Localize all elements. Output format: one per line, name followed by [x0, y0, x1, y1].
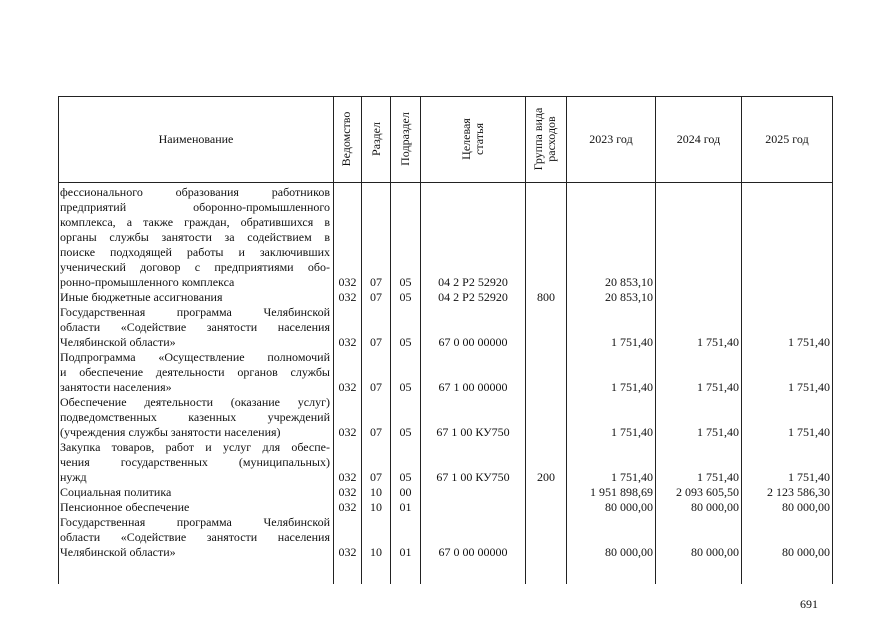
row-1-cell-vedomstvo: 032 — [338, 290, 357, 304]
header-name: Наименование — [158, 132, 234, 146]
row-7-cell-2024: 80 000,00 — [691, 500, 739, 514]
header-year-2025: 2025 год — [765, 132, 809, 146]
row-3-cell-2024: 1 751,40 — [697, 380, 739, 394]
row-8-cell-vedomstvo: 032 — [338, 545, 357, 559]
row-4-cell-podrazdel: 05 — [399, 425, 412, 439]
header-razdel: Раздел — [369, 122, 383, 156]
row-6-cell-2025: 2 123 586,30 — [767, 485, 830, 499]
row-1-cell-2023: 20 853,10 — [605, 290, 653, 304]
page-number: 691 — [800, 597, 818, 611]
header-gruppa — [532, 96, 558, 182]
row-7-cell-razdel: 10 — [370, 500, 382, 514]
row-6-cell-podrazdel: 00 — [399, 485, 412, 499]
row-0-name-line: фессионального образования работников — [60, 185, 330, 199]
header-podrazdel: Подраздел — [398, 112, 412, 166]
row-3-name-line: и обеспечение деятельности органов службы — [60, 365, 330, 379]
row-4-cell-razdel: 07 — [370, 425, 382, 439]
row-5-cell-2023: 1 751,40 — [611, 470, 653, 484]
header-year-2023: 2023 год — [589, 132, 633, 146]
row-4-cell-2024: 1 751,40 — [697, 425, 739, 439]
col-border-tsel — [525, 96, 526, 584]
row-4-name-line: (учреждения службы занятости населения) — [60, 425, 281, 439]
row-7-name-line: Пенсионное обеспечение — [60, 500, 190, 514]
row-2-name-line: Государственная программа Челябинской — [60, 305, 330, 319]
row-2-name-line: области «Содействие занятости населения — [60, 320, 330, 334]
row-3-name-line: занятости населения» — [60, 380, 172, 394]
row-4-cell-vedomstvo: 032 — [338, 425, 357, 439]
row-5-cell-2025: 1 751,40 — [788, 470, 830, 484]
row-5-name-line: нужд — [60, 470, 87, 484]
row-8-cell-tselevaya: 67 0 00 00000 — [438, 545, 508, 559]
header-bottom-border — [58, 182, 833, 183]
header-tselevaya-statya — [460, 96, 486, 182]
row-5-name-line: Закупка товаров, работ и услуг для обеспе- — [60, 440, 330, 454]
row-5-cell-razdel: 07 — [370, 470, 382, 484]
row-1-cell-razdel: 07 — [370, 290, 382, 304]
row-6-name-line: Социальная политика — [60, 485, 172, 499]
row-2-name — [60, 305, 330, 350]
row-8-cell-2023: 80 000,00 — [605, 545, 653, 559]
row-8-name-line: области «Содействие занятости населения — [60, 530, 330, 544]
row-2-cell-vedomstvo: 032 — [338, 335, 357, 349]
header-gruppa-line1: Группа вида — [531, 107, 545, 171]
header-gruppa-line2: расходов — [544, 116, 558, 162]
row-0-cell-razdel: 07 — [370, 275, 382, 289]
row-7-cell-2025: 80 000,00 — [782, 500, 830, 514]
header-tselevaya-line1: Целевая — [459, 118, 473, 160]
row-5-name-line: чения государственных (муниципальных) — [60, 455, 330, 469]
row-6-cell-vedomstvo: 032 — [338, 485, 357, 499]
row-6-cell-2023: 1 951 898,69 — [590, 485, 653, 499]
row-3-cell-podrazdel: 05 — [399, 380, 412, 394]
row-1-name-line: Иные бюджетные ассигнования — [60, 290, 223, 304]
row-0-name-line: комплекса, а также граждан, обратившихся в — [60, 215, 330, 229]
row-7-cell-vedomstvo: 032 — [338, 500, 357, 514]
row-4-name — [60, 395, 330, 440]
row-2-cell-2023: 1 751,40 — [611, 335, 653, 349]
row-4-name-line: Обеспечение деятельности (оказание услуг) — [60, 395, 330, 409]
header-vedomstvo: Ведомство — [339, 111, 353, 167]
row-0-cell-tselevaya: 04 2 Р2 52920 — [438, 275, 508, 289]
col-border-right — [832, 96, 833, 584]
header-tselevaya-line2: статья — [472, 123, 486, 155]
row-6-cell-razdel: 10 — [370, 485, 382, 499]
row-8-cell-podrazdel: 01 — [399, 545, 412, 559]
row-6-name — [60, 485, 330, 500]
row-0-name-line: ученический договор с предприятиями обо- — [60, 260, 330, 274]
row-2-name-line: Челябинской области» — [60, 335, 176, 349]
row-7-cell-2023: 80 000,00 — [605, 500, 653, 514]
row-0-cell-vedomstvo: 032 — [338, 275, 357, 289]
row-2-cell-tselevaya: 67 0 00 00000 — [438, 335, 508, 349]
row-6-cell-2024: 2 093 605,50 — [676, 485, 739, 499]
row-0-name-line: органы службы занятости за содействием в — [60, 230, 330, 244]
row-3-cell-tselevaya: 67 1 00 00000 — [438, 380, 508, 394]
row-2-cell-podrazdel: 05 — [399, 335, 412, 349]
row-1-cell-podrazdel: 05 — [399, 290, 412, 304]
row-8-cell-2024: 80 000,00 — [691, 545, 739, 559]
row-7-name — [60, 500, 330, 515]
row-5-name — [60, 440, 330, 485]
row-4-cell-2023: 1 751,40 — [611, 425, 653, 439]
row-4-name-line: подведомственных казенных учреждений — [60, 410, 330, 424]
row-8-name-line: Государственная программа Челябинской — [60, 515, 330, 529]
row-0-cell-podrazdel: 05 — [399, 275, 412, 289]
row-4-cell-tselevaya: 67 1 00 КУ750 — [436, 425, 510, 439]
row-0-name-line: предприятий оборонно-промышленного — [60, 200, 330, 214]
row-0-name-line: поиске подходящей работы и заключивших — [60, 245, 330, 259]
row-5-cell-tselevaya: 67 1 00 КУ750 — [436, 470, 510, 484]
row-3-cell-2025: 1 751,40 — [788, 380, 830, 394]
row-5-cell-podrazdel: 05 — [399, 470, 412, 484]
row-5-cell-2024: 1 751,40 — [697, 470, 739, 484]
row-3-name — [60, 350, 330, 395]
row-3-cell-2023: 1 751,40 — [611, 380, 653, 394]
row-0-name-line: ронно-промышленного комплекса — [60, 275, 235, 289]
header-year-2024: 2024 год — [676, 132, 721, 146]
row-1-cell-tselevaya: 04 2 Р2 52920 — [438, 290, 508, 304]
row-2-cell-2025: 1 751,40 — [788, 335, 830, 349]
row-2-cell-razdel: 07 — [370, 335, 382, 349]
row-3-cell-vedomstvo: 032 — [338, 380, 357, 394]
row-8-name-line: Челябинской области» — [60, 545, 176, 559]
row-3-name-line: Подпрограмма «Осуществление полномочий — [60, 350, 330, 364]
row-3-cell-razdel: 07 — [370, 380, 382, 394]
row-1-name — [60, 290, 330, 305]
row-8-name — [60, 515, 330, 560]
row-5-cell-gruppa: 200 — [537, 470, 555, 484]
row-7-cell-podrazdel: 01 — [399, 500, 412, 514]
row-0-cell-2023: 20 853,10 — [605, 275, 653, 289]
row-2-cell-2024: 1 751,40 — [697, 335, 739, 349]
row-1-cell-gruppa: 800 — [537, 290, 555, 304]
row-8-cell-2025: 80 000,00 — [782, 545, 830, 559]
row-4-cell-2025: 1 751,40 — [788, 425, 830, 439]
row-8-cell-razdel: 10 — [370, 545, 382, 559]
row-0-name — [60, 185, 330, 290]
row-5-cell-vedomstvo: 032 — [338, 470, 357, 484]
